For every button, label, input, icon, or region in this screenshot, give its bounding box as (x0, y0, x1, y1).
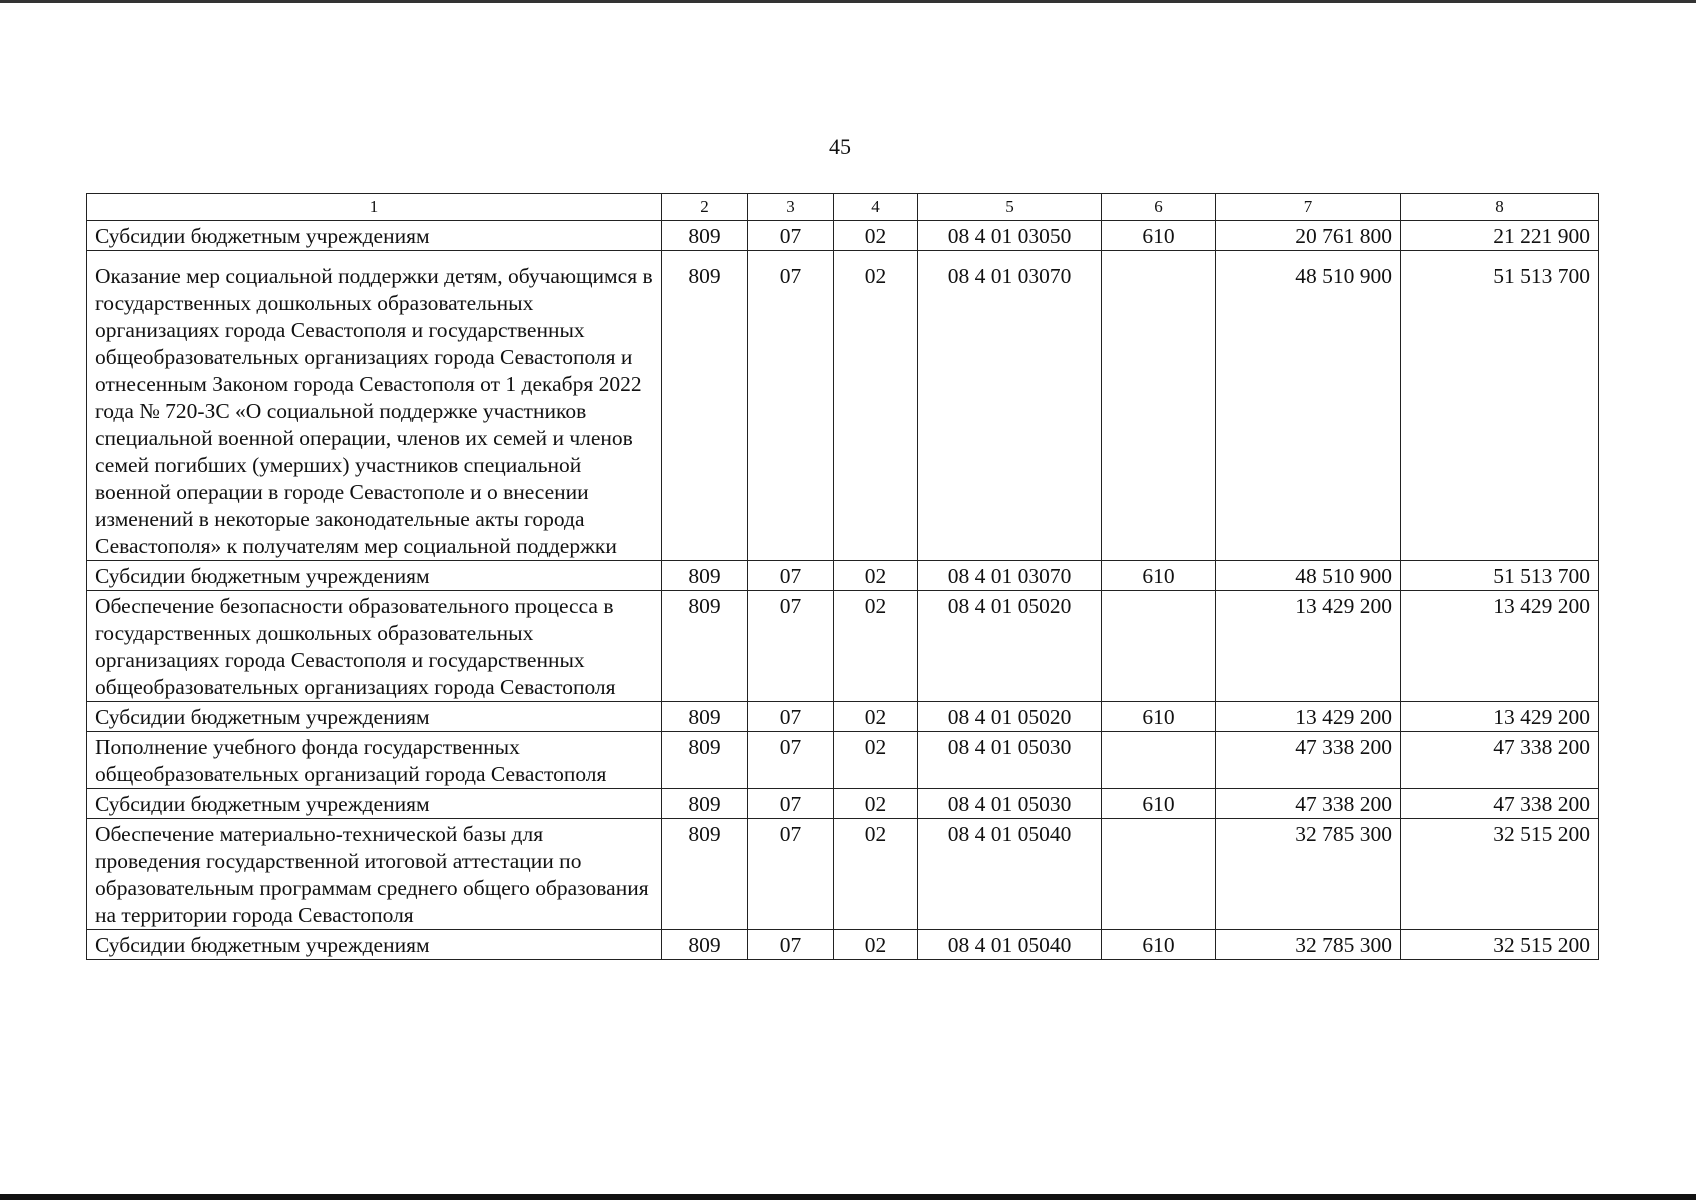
page-number: 45 (829, 134, 851, 159)
expense-type-code (1102, 819, 1216, 930)
target-article-code: 08 4 01 05030 (918, 732, 1102, 789)
budget-table (86, 193, 1599, 960)
subsection-code: 02 (834, 251, 918, 561)
amount-col7: 32 785 300 (1216, 930, 1401, 960)
header-cell: 2 (662, 194, 748, 221)
header-cell: 3 (748, 194, 834, 221)
amount-col7: 48 510 900 (1216, 561, 1401, 591)
expense-type-code (1102, 251, 1216, 561)
target-article-code: 08 4 01 03070 (918, 251, 1102, 561)
table-row (87, 819, 1599, 930)
amount-col8: 13 429 200 (1401, 591, 1599, 702)
ministry-code: 809 (662, 732, 748, 789)
table-row (87, 561, 1599, 591)
section-code: 07 (748, 930, 834, 960)
subsection-code: 02 (834, 221, 918, 251)
expense-type-code (1102, 591, 1216, 702)
table-row (87, 591, 1599, 702)
target-article-code: 08 4 01 05020 (918, 591, 1102, 702)
target-article-code: 08 4 01 05040 (918, 819, 1102, 930)
expense-type-code: 610 (1102, 561, 1216, 591)
amount-col7: 13 429 200 (1216, 591, 1401, 702)
ministry-code: 809 (662, 251, 748, 561)
amount-col7: 20 761 800 (1216, 221, 1401, 251)
table-row (87, 732, 1599, 789)
target-article-code: 08 4 01 05020 (918, 702, 1102, 732)
ministry-code: 809 (662, 819, 748, 930)
target-article-code: 08 4 01 05040 (918, 930, 1102, 960)
scan-bottom-edge (0, 1194, 1696, 1200)
ministry-code: 809 (662, 930, 748, 960)
subsection-code: 02 (834, 561, 918, 591)
subsection-code: 02 (834, 930, 918, 960)
amount-col8: 32 515 200 (1401, 930, 1599, 960)
header-cell: 7 (1216, 194, 1401, 221)
amount-col8: 51 513 700 (1401, 561, 1599, 591)
section-code: 07 (748, 221, 834, 251)
section-code: 07 (748, 819, 834, 930)
item-name: Обеспечение безопасности образовательного процесса в государственных дошкольных образовательных организациях города Севастополя и государственных общеобразовательных организациях города Севастополя (87, 591, 662, 702)
amount-col8: 51 513 700 (1401, 251, 1599, 561)
section-code: 07 (748, 702, 834, 732)
header-cell: 5 (918, 194, 1102, 221)
expense-type-code (1102, 732, 1216, 789)
section-code: 07 (748, 789, 834, 819)
amount-col8: 32 515 200 (1401, 819, 1599, 930)
expense-type-code: 610 (1102, 789, 1216, 819)
scan-top-edge (0, 0, 1696, 3)
subsection-code: 02 (834, 732, 918, 789)
item-name: Субсидии бюджетным учреждениям (87, 702, 662, 732)
item-name: Субсидии бюджетным учреждениям (87, 561, 662, 591)
amount-col7: 13 429 200 (1216, 702, 1401, 732)
table-row (87, 930, 1599, 960)
header-cell: 8 (1401, 194, 1599, 221)
ministry-code: 809 (662, 591, 748, 702)
ministry-code: 809 (662, 561, 748, 591)
header-cell: 4 (834, 194, 918, 221)
section-code: 07 (748, 732, 834, 789)
ministry-code: 809 (662, 789, 748, 819)
target-article-code: 08 4 01 05030 (918, 789, 1102, 819)
amount-col8: 47 338 200 (1401, 732, 1599, 789)
header-cell: 6 (1102, 194, 1216, 221)
header-cell: 1 (87, 194, 662, 221)
amount-col7: 47 338 200 (1216, 732, 1401, 789)
table-row (87, 221, 1599, 251)
item-name: Субсидии бюджетным учреждениям (87, 789, 662, 819)
subsection-code: 02 (834, 789, 918, 819)
subsection-code: 02 (834, 702, 918, 732)
section-code: 07 (748, 251, 834, 561)
table-row (87, 251, 1599, 561)
ministry-code: 809 (662, 221, 748, 251)
amount-col8: 13 429 200 (1401, 702, 1599, 732)
item-name: Субсидии бюджетным учреждениям (87, 221, 662, 251)
expense-type-code: 610 (1102, 702, 1216, 732)
header-row (87, 194, 1599, 221)
amount-col7: 32 785 300 (1216, 819, 1401, 930)
item-name: Субсидии бюджетным учреждениям (87, 930, 662, 960)
table-row (87, 702, 1599, 732)
item-name: Обеспечение материально-технической базы для проведения государственной итоговой аттестации по образовательным программам среднего общего образования на территории города Севастополя (87, 819, 662, 930)
item-name: Оказание мер социальной поддержки детям, обучающимся в государственных дошкольных образовательных организациях города Севастополя и государственных общеобразовательных организациях города Севастополя и отнесенным Законом города Севастополя от 1 декабря 2022 года № 720-ЗС «О социальной поддержке участников специальной военной операции, членов их семей и членов семей погибших (умерших) участников специальной военной операции в городе Севастополе и о внесении изменений в некоторые законодательные акты города Севастополя» к получателям мер социальной поддержки (87, 251, 662, 561)
expense-type-code: 610 (1102, 221, 1216, 251)
amount-col8: 21 221 900 (1401, 221, 1599, 251)
amount-col8: 47 338 200 (1401, 789, 1599, 819)
target-article-code: 08 4 01 03050 (918, 221, 1102, 251)
ministry-code: 809 (662, 702, 748, 732)
table-row (87, 789, 1599, 819)
target-article-code: 08 4 01 03070 (918, 561, 1102, 591)
item-name: Пополнение учебного фонда государственных общеобразовательных организаций города Севастополя (87, 732, 662, 789)
amount-col7: 48 510 900 (1216, 251, 1401, 561)
amount-col7: 47 338 200 (1216, 789, 1401, 819)
expense-type-code: 610 (1102, 930, 1216, 960)
section-code: 07 (748, 561, 834, 591)
section-code: 07 (748, 591, 834, 702)
subsection-code: 02 (834, 819, 918, 930)
subsection-code: 02 (834, 591, 918, 702)
